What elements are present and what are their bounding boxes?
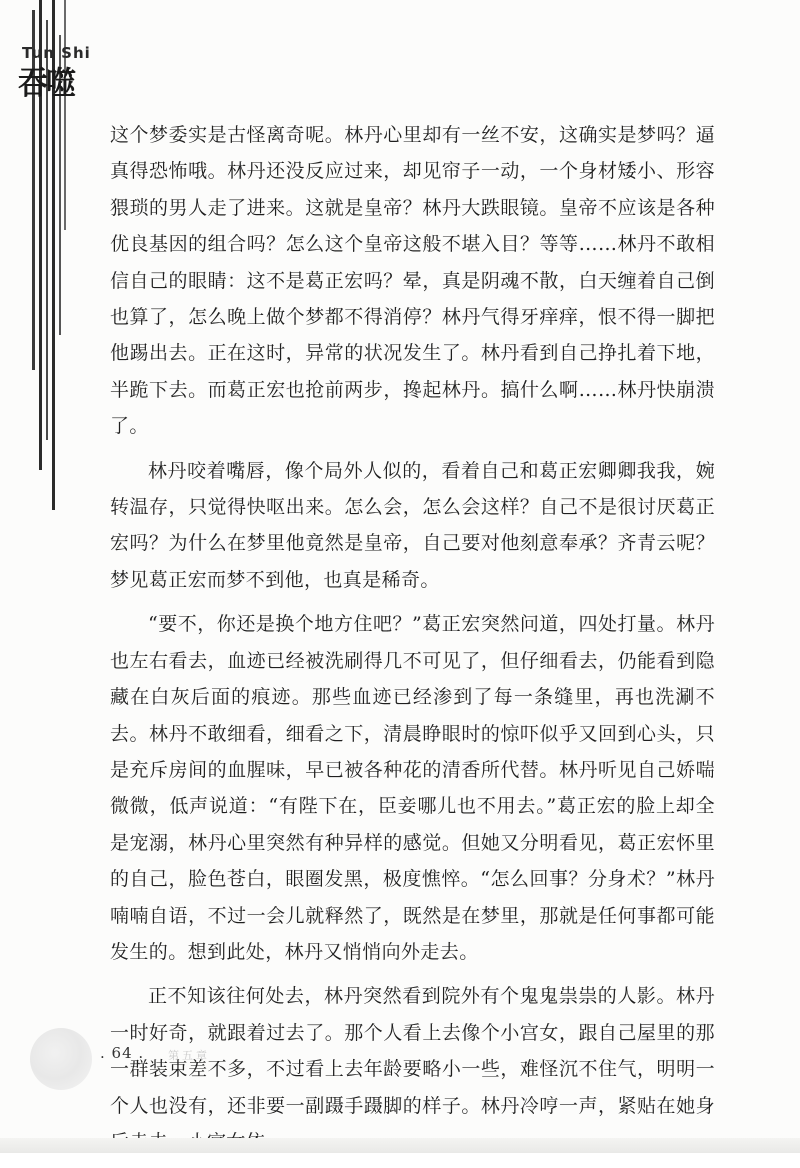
page-number: . 64 . [100, 1044, 145, 1062]
book-brand-logo [18, 44, 108, 104]
brand-pinyin: Tun Shi [22, 44, 91, 62]
footer-seal-decoration [30, 1028, 92, 1090]
footer-chapter-label: 第五章 [168, 1049, 210, 1062]
page-footer [0, 1020, 800, 1100]
bottom-edge [0, 1138, 800, 1153]
paragraph-3: “要不，你还是换个地方住吧？”葛正宏突然问道，四处打量。林丹也左右看去，血迹已经被洗刷得几不可见了，但仔细看去，仍能看到隐藏在白灰后面的痕迹。那些血迹已经渗到了每一条缝里，再也洗涮不去。林丹不敢细看，细看之下，清晨睁眼时的惊吓似乎又回到心头，只是充斥房间的血腥味，早已被各种花的清香所代替。林丹听见自己娇喘微微，低声说道：“有陛下在，臣妾哪儿也不用去。”葛正宏的脸上却全是宠溺，林丹心里突然有种异样的感觉。但她又分明看见，葛正宏怀里的自己，脸色苍白，眼圈发黑，极度憔悴。“怎么回事？分身术？”林丹喃喃自语，不过一会儿就释然了，既然是在梦里，那就是任何事都可能发生的。想到此处，林丹又悄悄向外走去。 [110, 613, 715, 963]
chapter-body [110, 117, 715, 1168]
paragraph-4: 正不知该往何处去，林丹突然看到院外有个鬼鬼祟祟的人影。林丹一时好奇，就跟着过去了。那个人看上去像个小宫女，跟自己屋里的那一群装束差不多，不过看上去年龄要略小一些，难怪沉不住气，明明一个人也没有，还非要一副蹑手蹑脚的样子。林丹冷哼一声，紧贴在她身 [110, 985, 715, 1117]
paragraph-2: 林丹咬着嘴唇，像个局外人似的，看着自己和葛正宏卿卿我我，婉转温存，只觉得快呕出来。怎么会，怎么会这样？自己不是很讨厌葛正宏吗？为什么在梦里他竟然是皇帝，自己要对他刻意奉承？齐青云呢？梦见葛正宏而梦不到他，也真是稀奇。 [110, 459, 715, 591]
brand-title: 吞噬 [18, 65, 74, 103]
paragraph-1: 这个梦委实是古怪离奇呢。林丹心里却有一丝不安，这确实是梦吗？逼真得恐怖哦。林丹还没反应过来，却见帘子一动，一个身材矮小、形容猥琐的男人走了进来。这就是皇帝？林丹大跌眼镜。皇帝不应该是各种优良基因的组合吗？怎么这个皇帝这般不堪入目？等等……林丹不敢相信自己的眼睛：这不是葛正宏吗？晕，真是阴魂不散，白天缠着自己倒也算了，怎么晚上做个梦都不得消停？林丹气得牙痒痒，恨不得一脚把他踢出去。正在这时，异常的状况发生了。林丹看到自己挣扎着下地，半跪下去。而葛正宏也抢前两步，搀起林丹。搞什么啊……林丹快崩溃了。 [110, 124, 715, 438]
